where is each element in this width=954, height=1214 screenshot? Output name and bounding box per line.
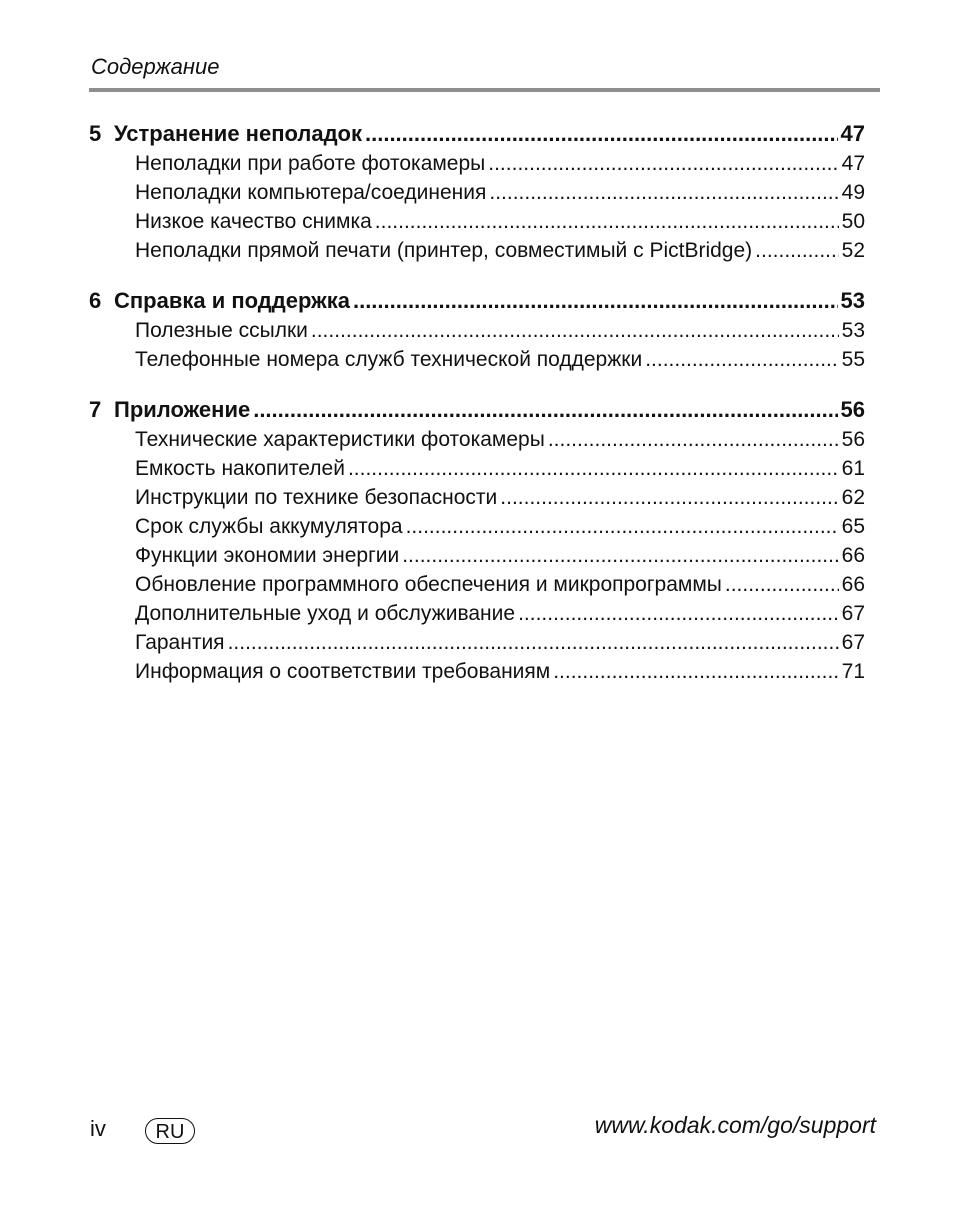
toc-item-title: Гарантия [135, 631, 225, 654]
chapter-page: 53 [840, 288, 865, 313]
toc-item-page: 52 [841, 239, 865, 262]
chapter-title: Приложение [114, 397, 251, 422]
leader-dots [645, 345, 838, 374]
leader-dots [253, 394, 837, 425]
page-header-title: Содержание [91, 54, 220, 79]
toc-item[interactable] [135, 316, 865, 345]
toc-item-title: Инструкции по технике безопасности [135, 486, 498, 509]
chapter-number: 6 [89, 288, 102, 313]
header-rule [89, 88, 880, 92]
toc-item-page: 66 [841, 573, 865, 596]
toc-item[interactable] [135, 425, 865, 454]
toc-item-page: 49 [841, 181, 865, 204]
leader-dots [518, 599, 839, 628]
leader-dots [725, 570, 839, 599]
toc-item[interactable] [135, 345, 865, 374]
toc-item-title: Дополнительные уход и обслуживание [135, 602, 516, 625]
toc-item-page: 71 [841, 660, 865, 683]
toc-chapter-row[interactable] [89, 394, 865, 425]
toc-chapter [89, 285, 865, 374]
leader-dots [348, 454, 839, 483]
toc-item[interactable] [135, 207, 865, 236]
toc-chapter [89, 118, 865, 265]
footer-page-number: iv [90, 1116, 106, 1141]
leader-dots [402, 541, 838, 570]
toc-chapter-row[interactable] [89, 285, 865, 316]
toc-chapter [89, 394, 865, 686]
chapter-label [89, 394, 250, 425]
toc-item-title: Полезные ссылки [135, 319, 308, 342]
toc-item-page: 65 [841, 515, 865, 538]
toc-item[interactable] [135, 236, 865, 265]
chapter-label [89, 118, 362, 149]
leader-dots [365, 118, 838, 149]
chapter-page: 47 [840, 121, 865, 146]
chapter-number: 5 [89, 121, 102, 146]
chapter-title: Устранение неполадок [114, 121, 362, 146]
toc-item[interactable] [135, 570, 865, 599]
toc-item-page: 50 [841, 210, 865, 233]
toc-item-title: Низкое качество снимка [135, 210, 372, 233]
toc-item[interactable] [135, 483, 865, 512]
leader-dots [375, 207, 839, 236]
toc-item-title: Емкость накопителей [135, 457, 345, 480]
leader-dots [500, 483, 838, 512]
toc-item-title: Неполадки компьютера/соединения [135, 181, 487, 204]
toc-item-page: 55 [841, 348, 865, 371]
toc-item[interactable] [135, 599, 865, 628]
chapter-page: 56 [840, 397, 865, 422]
leader-dots [553, 657, 838, 686]
leader-dots [755, 236, 838, 265]
chapter-title: Справка и поддержка [114, 288, 350, 313]
leader-dots [489, 178, 838, 207]
toc-item-page: 67 [841, 631, 865, 654]
toc-item[interactable] [135, 657, 865, 686]
toc-item-page: 66 [841, 544, 865, 567]
toc-item-title: Срок службы аккумулятора [135, 515, 403, 538]
toc-item[interactable] [135, 541, 865, 570]
chapter-number: 7 [89, 397, 102, 422]
table-of-contents [89, 118, 865, 706]
toc-item-title: Информация о соответствии требованиям [135, 660, 551, 683]
toc-item-page: 47 [841, 152, 865, 175]
toc-item-title: Неполадки прямой печати (принтер, совместимый с PictBridge) [135, 239, 753, 262]
toc-chapter-row[interactable] [89, 118, 865, 149]
toc-item-title: Функции экономии энергии [135, 544, 400, 567]
leader-dots [548, 425, 839, 454]
toc-item-page: 56 [841, 428, 865, 451]
toc-item[interactable] [135, 149, 865, 178]
chapter-label [89, 285, 350, 316]
toc-item-page: 61 [841, 457, 865, 480]
toc-item-page: 67 [841, 602, 865, 625]
toc-item-title: Обновление программного обеспечения и микропрограммы [135, 573, 722, 596]
leader-dots [228, 628, 839, 657]
toc-item-title: Технические характеристики фотокамеры [135, 428, 545, 451]
leader-dots [488, 149, 838, 178]
toc-item-title: Неполадки при работе фотокамеры [135, 152, 486, 175]
leader-dots [311, 316, 839, 345]
toc-item-page: 62 [841, 486, 865, 509]
toc-item-title: Телефонные номера служб технической поддержки [135, 348, 643, 371]
toc-item[interactable] [135, 454, 865, 483]
toc-item[interactable] [135, 178, 865, 207]
toc-item-page: 53 [841, 319, 865, 342]
leader-dots [353, 285, 838, 316]
language-badge: RU [145, 1118, 195, 1144]
leader-dots [406, 512, 839, 541]
toc-item[interactable] [135, 628, 865, 657]
footer-support-url[interactable]: www.kodak.com/go/support [594, 1112, 876, 1138]
toc-item[interactable] [135, 512, 865, 541]
